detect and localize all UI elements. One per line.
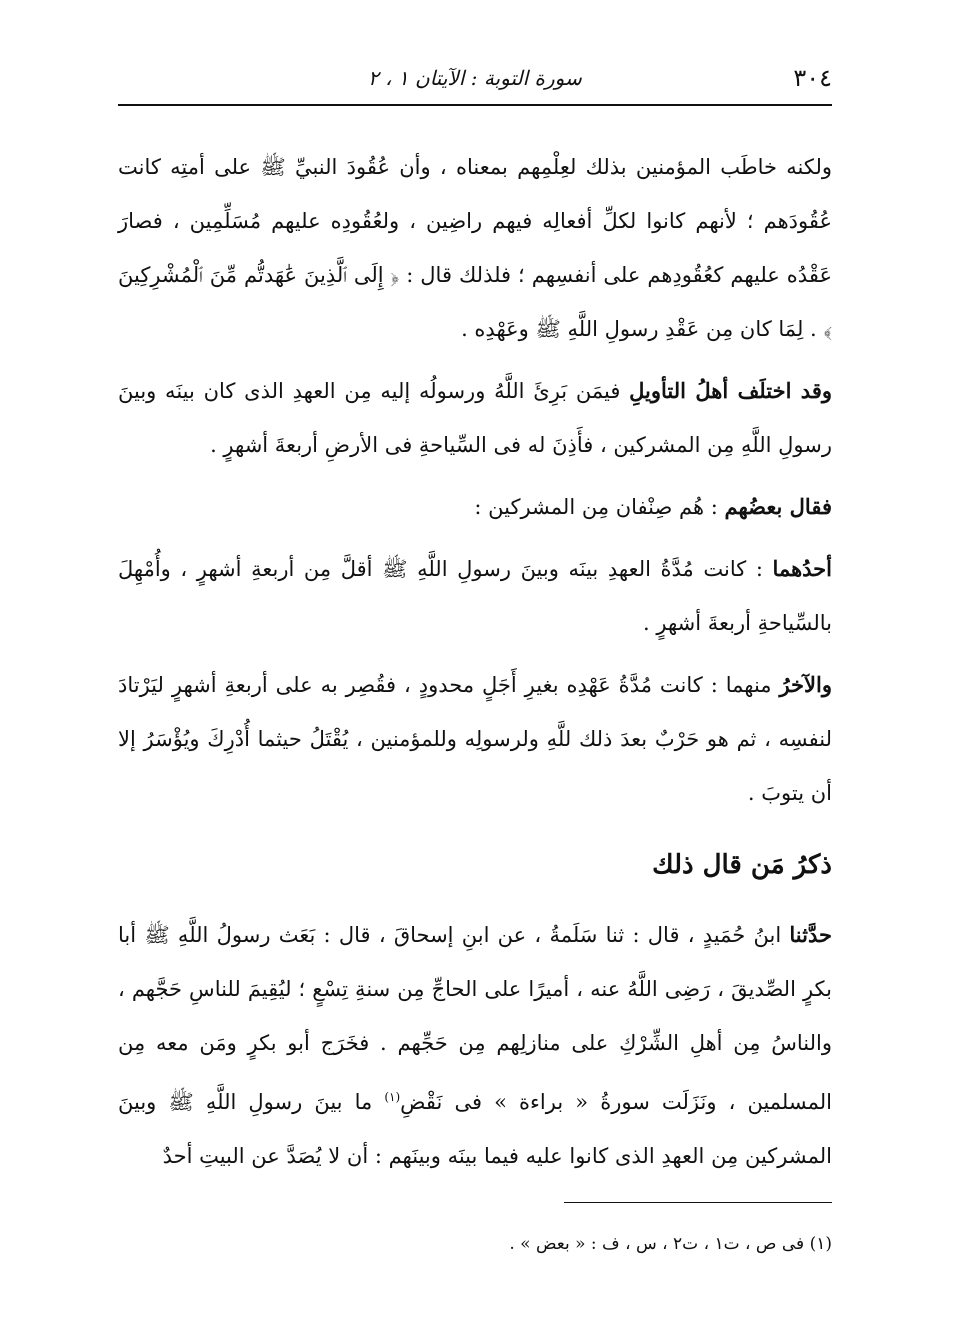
- footnote: (١) فى ص ، ت١ ، ت٢ ، س ، ف : « بعض » .: [509, 1234, 832, 1254]
- section-heading: ذكرُ مَن قال ذلك: [652, 850, 832, 880]
- paragraph-1: [118, 140, 832, 356]
- paragraph-5: [118, 658, 832, 820]
- paragraph-text: : كانت مُدَّةُ العهدِ بينَه وبينَ رسولِ اللَّهِ ﷺ أقلَّ مِن أربعةِ أشهرٍ ، وأُمْهِلَ بالسِّياحةِ أربعةَ أشهرٍ .: [118, 557, 832, 635]
- paragraph-lead: وقد اختلَف أهلُ التأويلِ: [629, 378, 833, 403]
- body-text: [118, 140, 832, 1191]
- paragraph-lead: والآخرُ: [779, 672, 832, 697]
- header-rule: [118, 104, 832, 106]
- paragraph-lead: فقال بعضُهم: [724, 494, 832, 519]
- footnote-rule: [564, 1202, 832, 1203]
- hadith-text-before: ابنُ حُمَيدٍ ، قال : ثنا سَلَمةُ ، عن ابنِ إسحاقَ ، قال : بَعَث رسولُ اللَّهِ ﷺ أبا بكرٍ الصِّديقَ ، رَضِى اللَّهُ عنه ، أميرًا على الحاجِّ مِن سنةِ تِسْعٍ ؛ ليُقِيمَ للناسِ حَجَّهم ، والناسُ مِن أهلِ الشِّرْكِ على منازلِهم مِن حَجِّهم . فخَرَج أبو بكرٍ ومَن معه مِن المسلمين ، ونَزَلَت سورةُ « براءة » فى نَقْضِ: [118, 923, 832, 1114]
- paragraph-text: : هُم صِنْفان مِن المشركين :: [474, 495, 725, 519]
- paragraph-lead: أحدُهما: [772, 556, 832, 581]
- paragraph-2: [118, 364, 832, 472]
- paragraph-text: فيمَن بَرِئَ اللَّهُ ورسولُه إليه مِن العهدِ الذى كان بينَه وبينَ رسولِ اللَّهِ مِن المشركين ، فأَذِنَ له فى السِّياحةِ فى الأرضِ أربعةَ أشهرٍ .: [118, 379, 832, 457]
- footnote-marker: (١): [384, 1090, 401, 1104]
- paragraph-3: [118, 480, 832, 534]
- paragraph-text: ولكنه خاطَب المؤمنين بذلك لعِلْمِهم بمعناه ، وأن عُقُودَ النبيِّ ﷺ على أمتِه كانت عُقُودَهم ؛ لأنهم كانوا لكلِّ أفعالِه فيهم راضِين ، ولعُقُودِه عليهم مُسَلِّمِين ، فصارَ عَقْدُه عليهم كعُقُودِهم على أنفسِهم ؛ فلذلك قال : ﴿ إِلَى ٱلَّذِينَ عَٰهَدتُّم مِّنَ ٱلْمُشْرِكِينَ ﴾ . لِمَا كان مِن عَقْدِ رسولِ اللَّهِ ﷺ وعَهْدِه .: [118, 155, 832, 341]
- hadith-text-after: ما بينَ رسولِ اللَّهِ ﷺ وبينَ المشركين مِن العهدِ الذى كانوا عليه فيما بينَه وبينَهم : أن لا يُصَدَّ عن البيتِ أحدٌ: [118, 1090, 832, 1168]
- paragraph-text: منهما : كانت مُدَّةُ عَهْدِه بغيرِ أَجَلٍ محدودٍ ، فقُصِر به على أربعةِ أشهرٍ ليَرْتادَ لنفسِه ، ثم هو حَرْبٌ بعدَ ذلك للَّهِ ولرسولِه وللمؤمنين ، يُقْتَلُ حيثما أُدْرِكَ ويُؤْسَرُ إلا أن يتوبَ .: [118, 673, 832, 805]
- chapter-title: سورة التوبة : الآيتان ١ ، ٢: [368, 66, 582, 90]
- paragraph-4: [118, 542, 832, 650]
- page-number: ٣٠٤: [793, 64, 832, 92]
- book-page: [118, 0, 832, 1329]
- hadith-lead: حدَّثنا: [789, 922, 832, 947]
- running-head: [118, 58, 832, 98]
- hadith-paragraph: [118, 908, 832, 1183]
